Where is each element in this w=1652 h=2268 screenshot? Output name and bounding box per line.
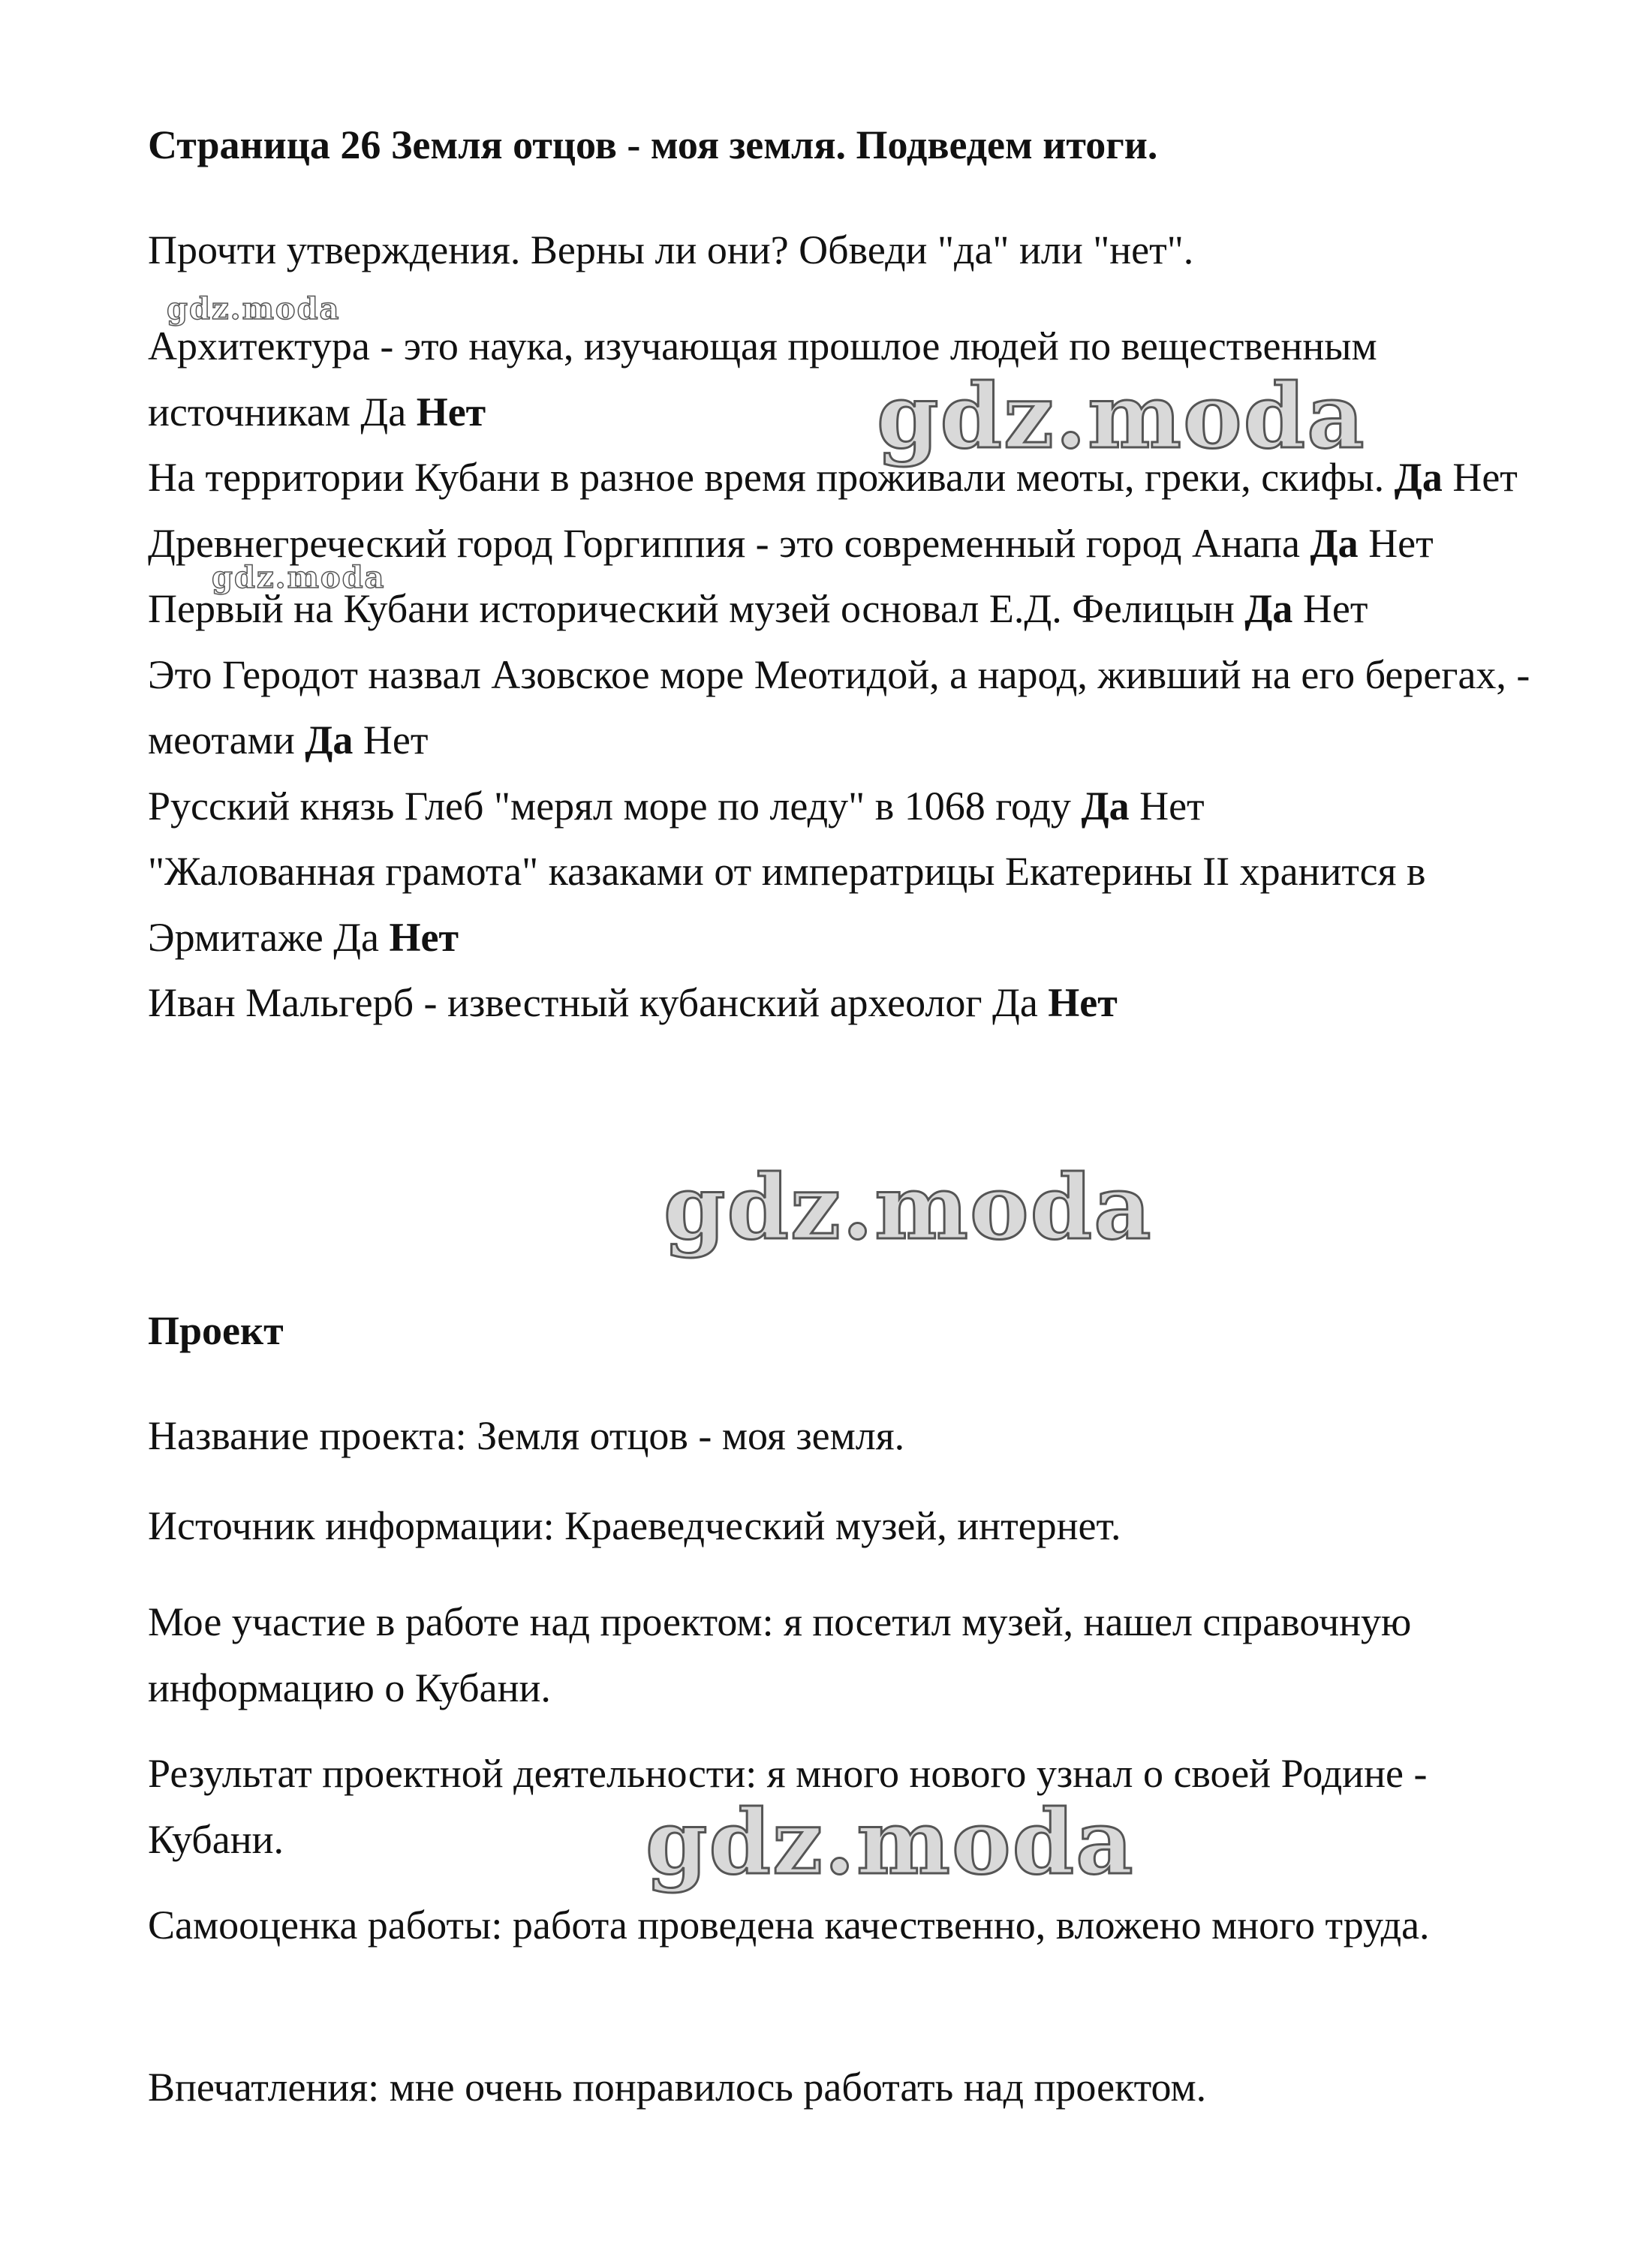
answer-no: Нет — [1302, 586, 1368, 631]
project-name: Название проекта: Земля отцов - моя земля. — [148, 1413, 905, 1458]
answer-yes-selected: Да — [1081, 783, 1130, 829]
project-heading: Проект — [148, 1308, 284, 1353]
answer-no: Нет — [1368, 520, 1434, 566]
watermark: gdz.moda — [664, 1155, 1153, 1259]
project-result: Результат проектной деятельности: я много нового узнал о своей Родине - Кубани. — [148, 1751, 1428, 1862]
project-source: Источник информации: Краеведческий музей, интернет. — [148, 1503, 1121, 1548]
statement-text: Иван Мальгерб - известный кубанский археолог — [148, 980, 982, 1025]
watermark: gdz.moda — [167, 291, 341, 326]
statement-item — [148, 839, 1544, 970]
project-participation: Мое участие в работе над проектом: я посетил музей, нашел справочную информацию о Кубани. — [148, 1599, 1412, 1710]
answer-no-selected: Нет — [389, 914, 459, 960]
statement-item — [148, 774, 1544, 840]
project-self-assessment: Самооценка работы: работа проведена качественно, вложено много труда. — [148, 1903, 1430, 1948]
answer-yes-selected: Да — [1394, 455, 1443, 500]
statement-text: Древнегреческий город Горгиппия - это современный город Анапа — [148, 520, 1301, 566]
watermark: gdz.moda — [645, 1790, 1135, 1894]
task-instructions: Прочти утверждения. Верны ли они? Обведи "да" или "нет". — [148, 227, 1194, 272]
answer-yes-selected: Да — [1310, 520, 1359, 566]
answer-yes-selected: Да — [1244, 586, 1293, 631]
statement-text: Архитектура - это наука, изучающая прошлое людей по вещественным источникам — [148, 323, 1377, 435]
statement-text: Русский князь Глеб "мерял море по леду" в 1068 году — [148, 783, 1071, 829]
watermark: gdz.moda — [212, 560, 386, 595]
answer-yes: Да — [333, 914, 380, 960]
answer-no: Нет — [363, 717, 429, 763]
statement-text: На территории Кубани в разное время проживали меоты, греки, скифы. — [148, 455, 1385, 500]
statement-text: Это Геродот назвал Азовское море Меотидой, а народ, живший на его берегах, - меотами — [148, 651, 1530, 763]
statement-text: Первый на Кубани исторический музей основал Е.Д. Фелицын — [148, 586, 1235, 631]
page-title: Страница 26 Земля отцов - моя земля. Подведем итоги. — [148, 122, 1158, 167]
answer-yes: Да — [360, 389, 407, 435]
answer-no: Нет — [1139, 783, 1205, 829]
watermark: gdz.moda — [877, 364, 1366, 468]
statement-item — [148, 642, 1544, 774]
statement-text: "Жалованная грамота" казаками от императрицы Екатерины II хранится в Эрмитаже — [148, 849, 1426, 960]
answer-no-selected: Нет — [416, 389, 486, 435]
project-impressions: Впечатления: мне очень понравилось работать над проектом. — [148, 2065, 1207, 2110]
answer-yes: Да — [992, 980, 1038, 1025]
statement-item — [148, 970, 1544, 1036]
answer-no: Нет — [1452, 455, 1518, 500]
answer-no-selected: Нет — [1048, 980, 1118, 1025]
answer-yes-selected: Да — [305, 717, 354, 763]
